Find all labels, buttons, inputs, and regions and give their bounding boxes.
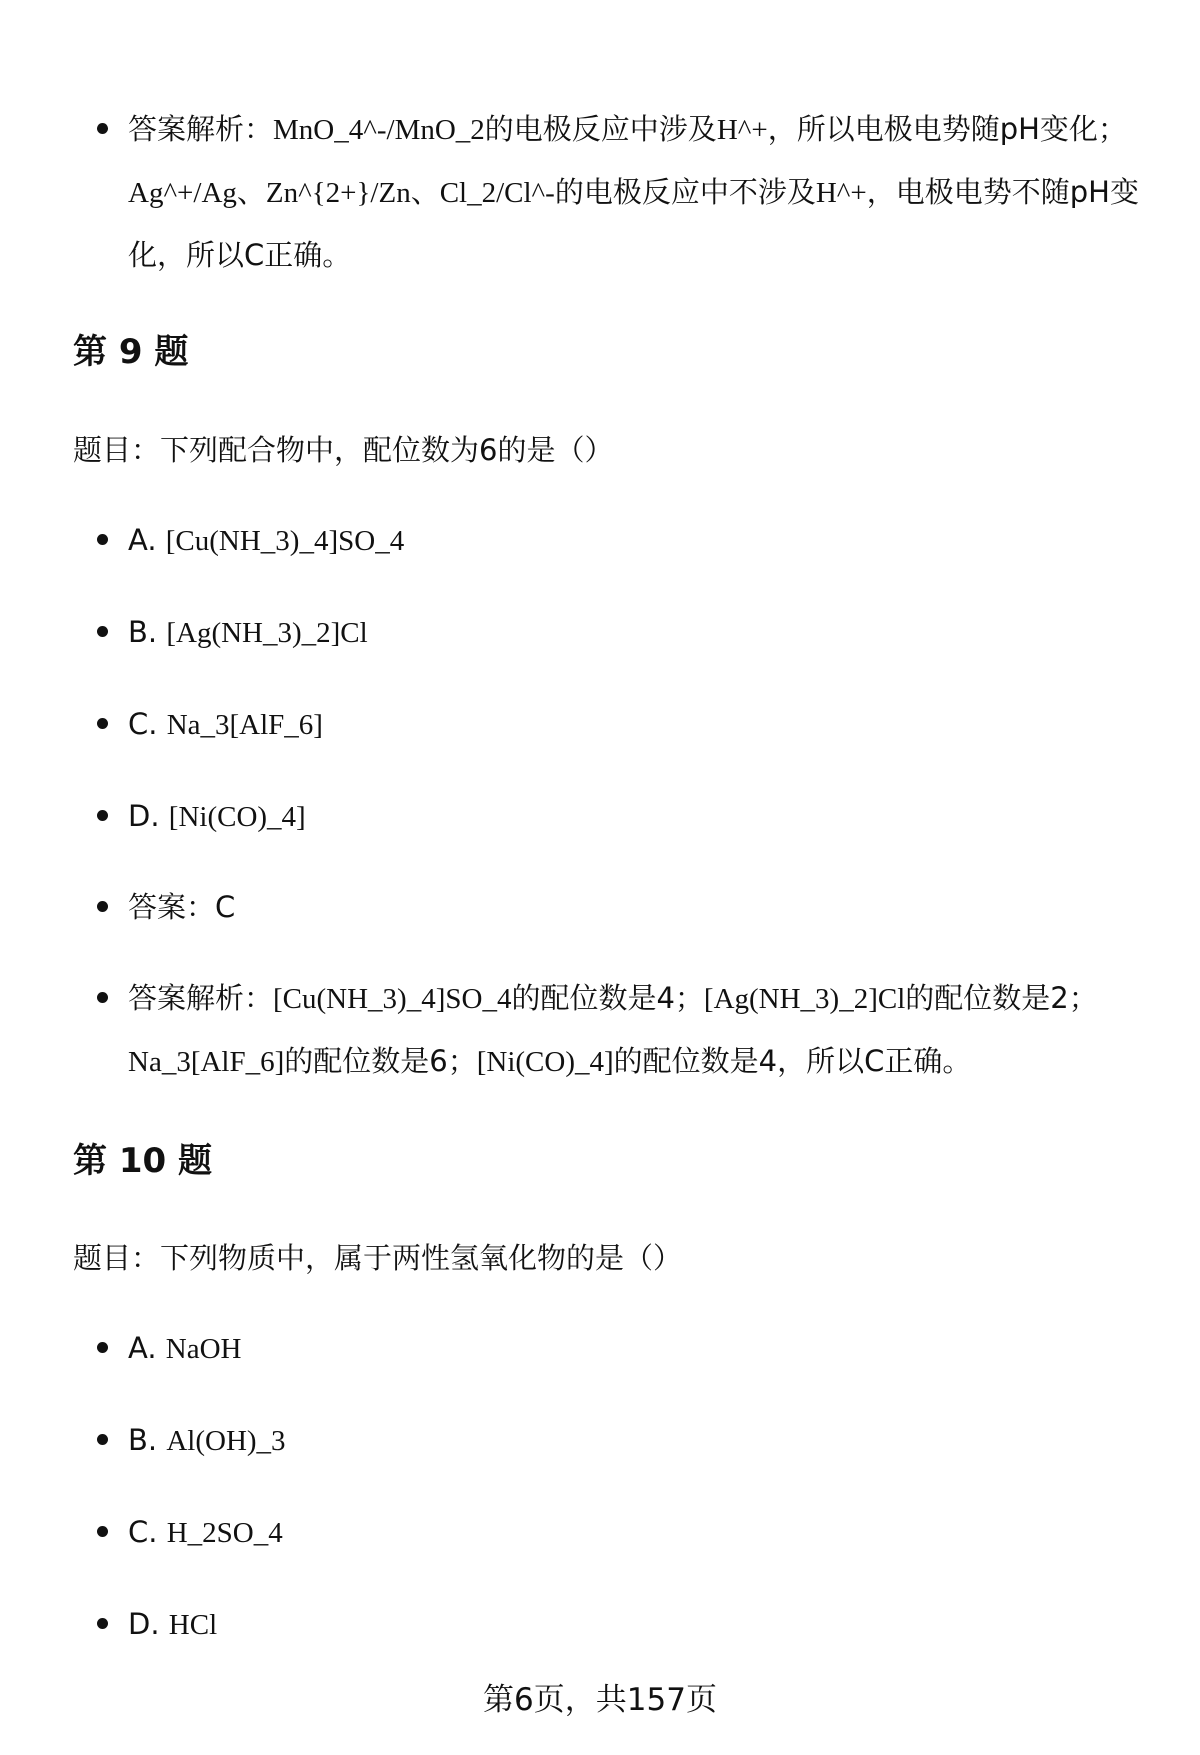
option-formula: NaOH [165, 1333, 242, 1365]
q9-option-d [128, 785, 1148, 848]
formula: H^+ [815, 177, 867, 209]
option-label: B. [128, 615, 167, 649]
formula: H^+ [716, 114, 768, 146]
explanation-text: ，电极电势不随pH变化，所以C正确。 [128, 175, 1139, 272]
q9-option-b [128, 601, 1148, 664]
formula: Ag^+/Ag、Zn^{2+}/Zn、Cl_2/Cl^- [128, 177, 555, 209]
option-label: C. [128, 707, 167, 741]
option-formula: [Cu(NH_3)_4]SO_4 [165, 525, 405, 557]
explanation-text: ，所以电极电势随pH变化； [767, 112, 1127, 146]
q10-option-d [128, 1593, 1148, 1656]
question-10-text: 题目：下列物质中，属于两性氢氧化物的是（） [73, 1241, 683, 1275]
explanation-text: 的配位数是6； [284, 1044, 477, 1078]
option-formula: [Ni(CO)_4] [168, 801, 306, 833]
page-number-footer: 第6页，共157页 [483, 1682, 717, 1718]
option-formula: [Ag(NH_3)_2]Cl [166, 617, 368, 649]
option-formula: Na_3[AlF_6] [166, 709, 323, 741]
formula: [Cu(NH_3)_4]SO_4 [273, 983, 512, 1015]
option-formula: Al(OH)_3 [166, 1425, 286, 1457]
option-label: A. [128, 523, 166, 557]
formula: [Ni(CO)_4] [476, 1046, 614, 1078]
q9-answer: 答案：C [128, 876, 1148, 938]
option-label: D. [128, 799, 169, 833]
option-label: D. [128, 1607, 169, 1641]
explanation-prefix: 答案解析： [128, 981, 274, 1015]
q10-option-a [128, 1317, 1148, 1380]
q10-option-c [128, 1501, 1148, 1564]
question-10-heading: 第 10 题 [73, 1141, 212, 1181]
question-9-heading: 第 9 题 [73, 332, 189, 372]
explanation-prefix: 答案解析： [128, 112, 274, 146]
q10-option-b [128, 1409, 1148, 1472]
question-9-text: 题目：下列配合物中，配位数为6的是（） [73, 433, 614, 467]
q9-option-c [128, 693, 1148, 756]
explanation-text: 的电极反应中涉及 [484, 112, 717, 146]
explanation-text: 的配位数是4，所以C正确。 [613, 1044, 972, 1078]
formula: [Ag(NH_3)_2]Cl [703, 983, 906, 1015]
formula: Na_3[AlF_6] [128, 1046, 285, 1078]
option-formula: HCl [168, 1609, 218, 1641]
explanation-text: 的电极反应中不涉及 [554, 175, 816, 209]
option-label: B. [128, 1423, 167, 1457]
prev-explanation [128, 98, 1148, 286]
option-label: A. [128, 1331, 166, 1365]
option-formula: H_2SO_4 [166, 1517, 283, 1549]
option-label: C. [128, 1515, 167, 1549]
explanation-text: 的配位数是4； [511, 981, 704, 1015]
explanation-text: 的配位数是2； [905, 981, 1098, 1015]
formula: MnO_4^-/MnO_2 [273, 114, 485, 146]
q9-option-a [128, 509, 1148, 572]
q9-explanation [128, 967, 1148, 1093]
